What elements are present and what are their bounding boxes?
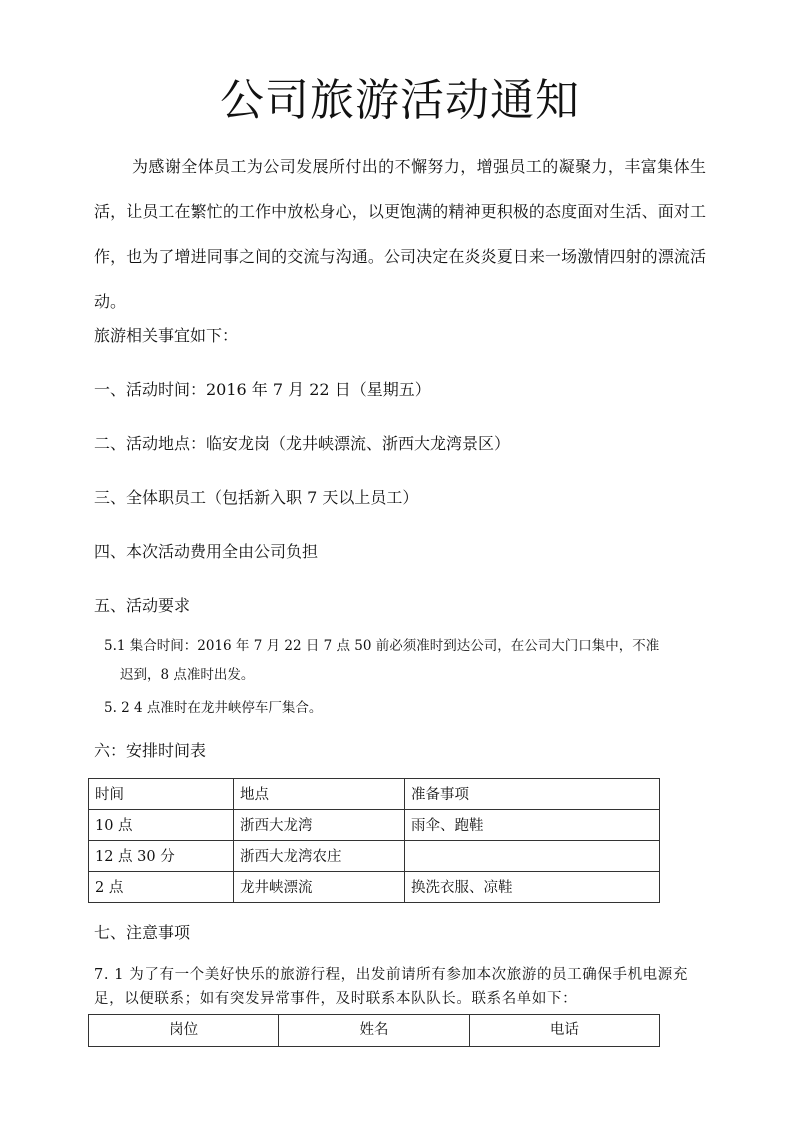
schedule-table xyxy=(88,778,660,903)
item-requirements: 五、活动要求 xyxy=(94,596,191,615)
notes-heading: 七、注意事项 xyxy=(94,923,191,942)
table-cell: 12 点 30 分 xyxy=(89,841,234,872)
table-header-cell: 准备事项 xyxy=(405,779,660,810)
table-row xyxy=(89,841,660,872)
table-cell: 2 点 xyxy=(89,872,234,903)
requirement-5-1-line2: 迟到，8 点准时出发。 xyxy=(120,667,255,683)
matters-heading: 旅游相关事宜如下： xyxy=(94,326,239,345)
table-header-row xyxy=(89,779,660,810)
table-cell: 龙井峡漂流 xyxy=(234,872,405,903)
schedule-heading: 六：安排时间表 xyxy=(94,741,207,760)
requirement-5-2: 5. 2 4 点准时在龙井峡停车厂集合。 xyxy=(104,700,323,716)
table-header-cell: 姓名 xyxy=(279,1015,469,1047)
table-header-cell: 电话 xyxy=(469,1015,659,1047)
table-row xyxy=(89,810,660,841)
table-cell: 浙西大龙湾农庄 xyxy=(234,841,405,872)
table-cell: 浙西大龙湾 xyxy=(234,810,405,841)
item-participants: 三、全体职员工（包括新入职 7 天以上员工） xyxy=(94,488,419,507)
table-cell: 换洗衣服、凉鞋 xyxy=(405,872,660,903)
contacts-table xyxy=(88,1014,660,1047)
table-cell: 10 点 xyxy=(89,810,234,841)
item-cost: 四、本次活动费用全由公司负担 xyxy=(94,542,319,561)
table-header-cell: 时间 xyxy=(89,779,234,810)
table-header-row xyxy=(89,1015,660,1047)
table-row xyxy=(89,872,660,903)
table-cell: 雨伞、跑鞋 xyxy=(405,810,660,841)
requirement-5-1-line1: 5.1 集合时间：2016 年 7 月 22 日 7 点 50 前必须准时到达公司，在公司大门口集中，不准 xyxy=(104,638,660,654)
table-cell xyxy=(405,841,660,872)
item-activity-time: 一、活动时间：2016 年 7 月 22 日（星期五） xyxy=(94,380,431,399)
intro-paragraph: 为感谢全体员工为公司发展所付出的不懈努力，增强员工的凝聚力，丰富集体生活，让员工在繁忙的工作中放松身心，以更饱满的精神更积极的态度面对生活、面对工作，也为了增进同事之间的交流与沟通。公司决定在炎炎夏日来一场激情四射的漂流活动。 xyxy=(94,157,706,311)
page-title: 公司旅游活动通知 xyxy=(220,75,580,126)
table-header-cell: 岗位 xyxy=(89,1015,279,1047)
item-activity-place: 二、活动地点：临安龙岗（龙井峡漂流、浙西大龙湾景区） xyxy=(94,434,511,453)
note-7-1: 7. 1 为了有一个美好快乐的旅游行程，出发前请所有参加本次旅游的员工确保手机电源充足，以便联系；如有突发异常事件，及时联系本队队长。联系名单如下： xyxy=(94,967,688,1007)
table-header-cell: 地点 xyxy=(234,779,405,810)
